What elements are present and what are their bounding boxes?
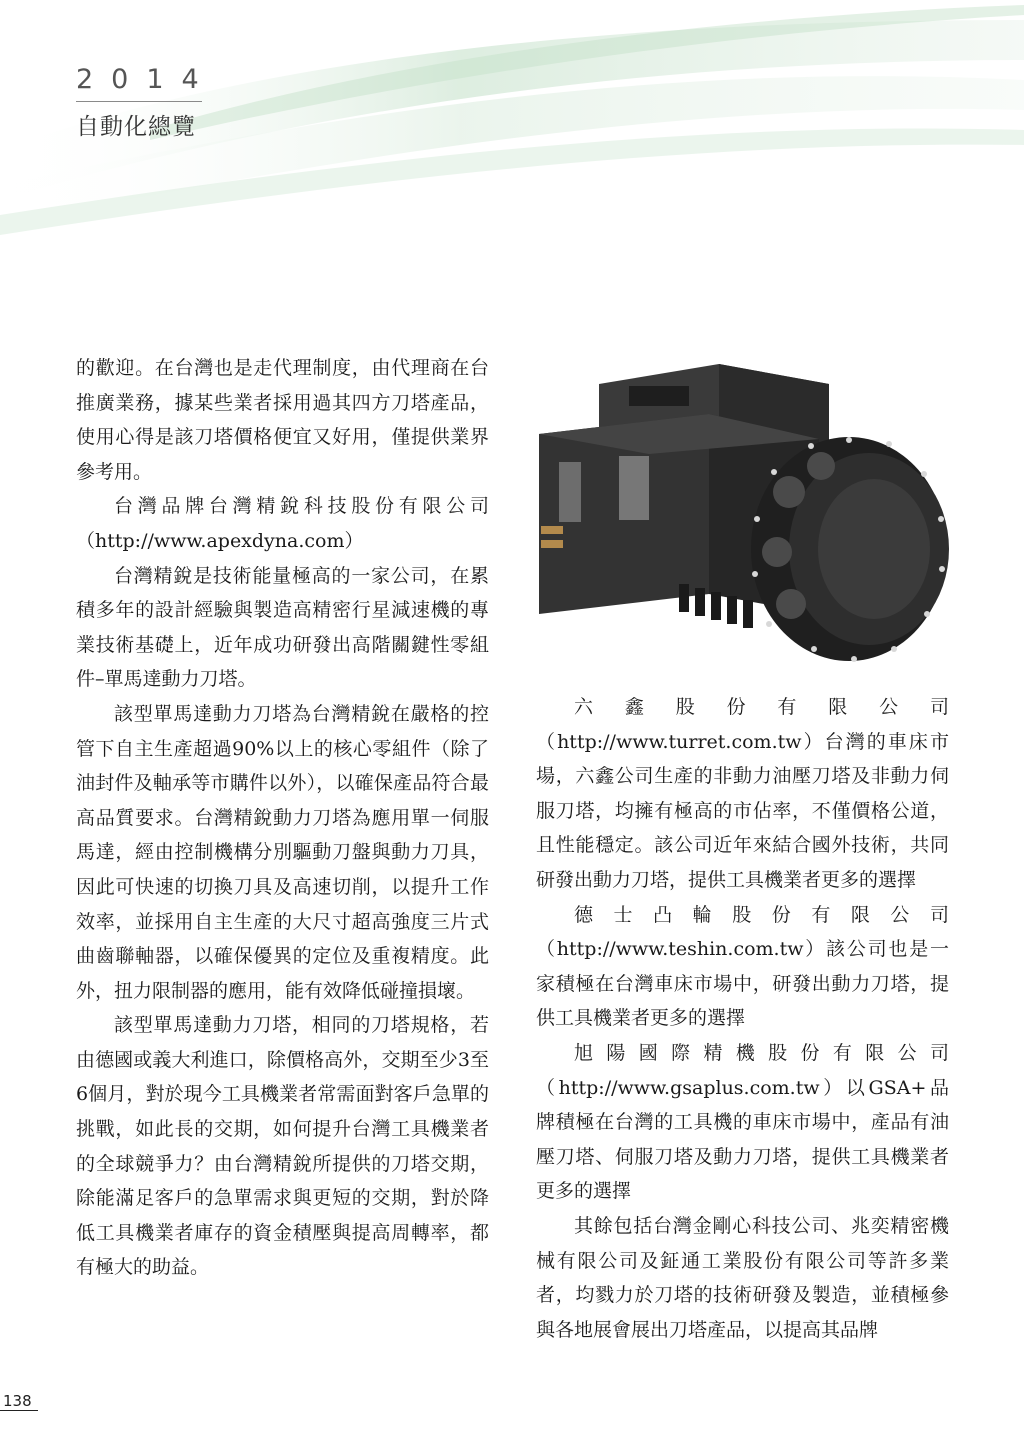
paragraph: 六鑫股份有限公司（http://www.turret.com.tw）台灣的車床市場，六鑫公司生產的非動力油壓刀塔及非動力伺服刀塔，均擁有極高的市佔率，不僅價格公道，且性能穩定。該公司近年來結合國外技術，共同研發出動力刀塔，提供工具機業者更多的選擇: [536, 696, 949, 891]
paragraph: 旭陽國際精機股份有限公司（http://www.gsaplus.com.tw）以GSA+品牌積極在台灣的工具機的車床市場中，產品有油壓刀塔、伺服刀塔及動力刀塔，提供工具機業者更多的選擇: [536, 1041, 949, 1203]
publication-title: 自動化總覽: [76, 114, 196, 140]
paragraph: 台灣品牌台灣精銳科技股份有限公司（http://www.apexdyna.com）: [76, 495, 489, 552]
paragraph: 該型單馬達動力刀塔為台灣精銳在嚴格的控管下自主生產超過90%以上的核心零組件（除了油封件及軸承等市購件以外），以確保產品符合最高品質要求。台灣精銳動力刀塔為應用單一伺服馬達，經由控制機構分別驅動刀盤與動力刀具，因此可快速的切換刀具及高速切削，以提升工作效率，並採用自主生產的大尺寸超高強度三片式曲齒聯軸器，以確保優異的定位及重複精度。此外，扭力限制器的應用，能有效降低碰撞損壞。: [76, 702, 489, 1002]
right-text-column: [536, 690, 949, 1347]
paragraph: 德士凸輪股份有限公司（http://www.teshin.com.tw）該公司也是一家積極在台灣車床市場中，研發出動力刀塔，提供工具機業者更多的選擇: [536, 903, 949, 1030]
paragraph: 的歡迎。在台灣也是走代理制度，由代理商在台推廣業務，據某些業者採用過其四方刀塔產品，使用心得是該刀塔價格便宜又好用，僅提供業界參考用。: [76, 357, 489, 483]
year-label: 2014: [76, 64, 217, 95]
left-text-column: [76, 351, 489, 1285]
paragraph: 台灣精銳是技術能量極高的一家公司，在累積多年的設計經驗與製造高精密行星減速機的專業技術基礎上，近年成功研發出高階關鍵性零組件–單馬達動力刀塔。: [76, 564, 489, 691]
paragraph: 其餘包括台灣金剛心科技公司、兆奕精密機械有限公司及鉦通工業股份有限公司等許多業者，均戮力於刀塔的技術研發及製造，並積極參與各地展會展出刀塔產品，以提高其品牌: [536, 1214, 949, 1341]
page-number: 138: [3, 1392, 32, 1410]
header-divider: [76, 101, 202, 102]
turret-product-photo: [529, 344, 949, 674]
page-number-rule: [0, 1410, 38, 1411]
paragraph: 該型單馬達動力刀塔，相同的刀塔規格，若由德國或義大利進口，除價格高外，交期至少3至6個月，對於現今工具機業者常需面對客戶急單的挑戰，如此長的交期，如何提升台灣工具機業者的全球競爭力？由台灣精銳所提供的刀塔交期，除能滿足客戶的急單需求與更短的交期，對於降低工具機業者庫存的資金積壓與提高周轉率，都有極大的助益。: [76, 1014, 489, 1279]
